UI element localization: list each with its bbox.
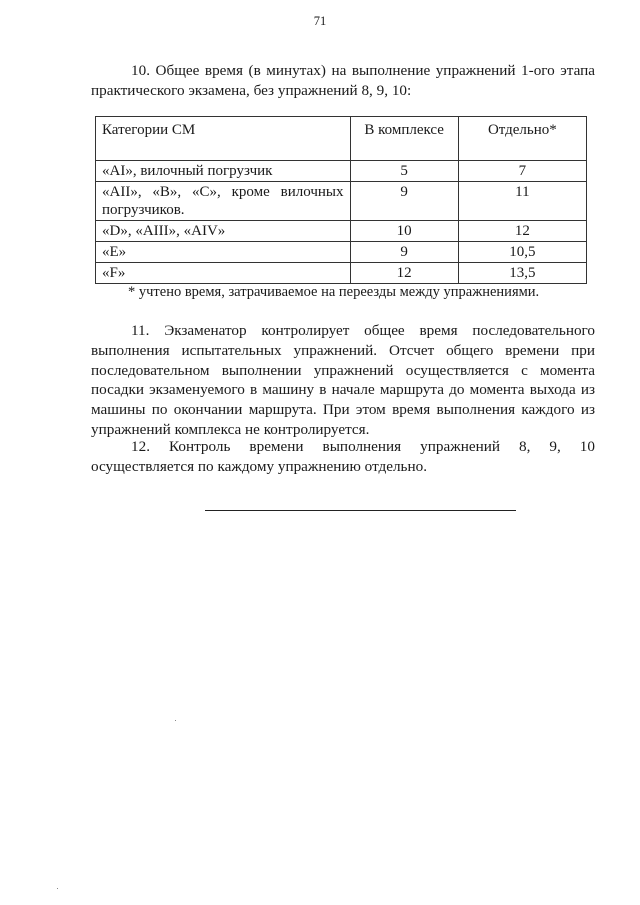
page-number: 71 — [313, 14, 327, 28]
time-table — [95, 116, 587, 284]
end-rule-divider — [205, 510, 516, 511]
header-complex: В комплексе — [350, 117, 458, 161]
row-separate: 7 — [458, 161, 586, 182]
table-row — [96, 221, 587, 242]
row-category: «D», «AIII», «AIV» — [96, 221, 351, 242]
row-separate: 11 — [458, 182, 586, 221]
row-separate: 10,5 — [458, 242, 586, 263]
table-row — [96, 161, 587, 182]
paragraph-11: 11. Экзаменатор контролирует общее время последовательного выполнения испытательных упражнений. Отсчет общего времени при последовательном выполнении упражнений осуществляется с момента посадки экзаменуемого в машину в начале маршрута до момента выхода из машины по окончании маршрута. При этом время выполнения каждого из упражнений комплекса не контролируется. — [91, 322, 595, 438]
row-complex: 9 — [350, 242, 458, 263]
row-category: «F» — [96, 263, 351, 284]
header-category: Категории СМ — [96, 117, 351, 161]
table-row — [96, 242, 587, 263]
header-separate: Отдельно* — [458, 117, 586, 161]
paragraph-10: 10. Общее время (в минутах) на выполнение упражнений 1-ого этапа практического экзамена, без упражнений 8, 9, 10: — [91, 62, 595, 99]
row-complex: 5 — [350, 161, 458, 182]
row-complex: 9 — [350, 182, 458, 221]
row-category: «AI», вилочный погрузчик — [96, 161, 351, 182]
row-category: «AII», «B», «C», кроме вилочных погрузчиков. — [96, 182, 351, 221]
table-footnote: * учтено время, затрачиваемое на переезды между упражнениями. — [128, 284, 540, 300]
row-complex: 10 — [350, 221, 458, 242]
row-separate: 13,5 — [458, 263, 586, 284]
table-row — [96, 263, 587, 284]
paragraph-12: 12. Контроль времени выполнения упражнений 8, 9, 10 осуществляется по каждому упражнению отдельно. — [91, 438, 595, 475]
table-header-row — [96, 117, 587, 161]
table-row — [96, 182, 587, 221]
scan-speck — [175, 720, 176, 721]
row-category: «E» — [96, 242, 351, 263]
row-separate: 12 — [458, 221, 586, 242]
row-complex: 12 — [350, 263, 458, 284]
scan-speck — [57, 888, 58, 889]
